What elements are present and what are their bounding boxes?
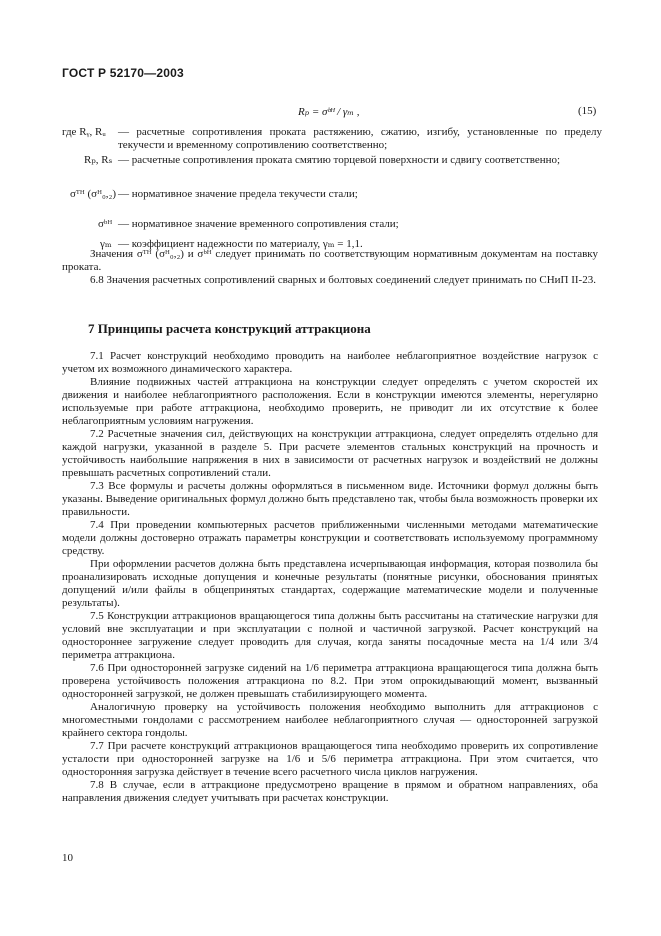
paragraph: 7.3 Все формулы и расчеты должны оформляться в письменном виде. Источники формул должны быть указаны. Выведение оригинальных формул должно быть представлено так, чтобы была возможность проверки их правильности. [62, 480, 598, 518]
paragraph: Влияние подвижных частей аттракциона на конструкции следует определять с учетом скоростей их движения и наиболее неблагоприятного расположения. Если в конструкции имеются элементы, нерегулярно используемые при работе аттракциона, необходимо проверить, не приводит ли их отсутствие к более неблагоприятным условиям нагружения. [62, 376, 598, 427]
definition-text: — коэффициент надежности по материалу, γₘ = 1,1. [118, 238, 363, 250]
paragraphs-top [62, 248, 598, 287]
paragraph: 7.1 Расчет конструкций необходимо проводить на наиболее неблагоприятное воздействие нагрузок с учетом их возможного динамического характера. [62, 350, 598, 375]
definition-symbol: σᵇᴴ [98, 218, 113, 230]
paragraph: Аналогичную проверку на устойчивость положения необходимо выполнить для аттракционов с многоместными гондолами с рассмотрением наиболее неблагоприятного случая — односторонней загрузкой крайнего сектора гондолы. [62, 701, 598, 739]
paragraph: 7.8 В случае, если в аттракционе предусмотрено вращение в прямом и обратном направлениях, оба направления движения следует учитывать при расчетах конструкции. [62, 779, 598, 804]
definition-text: — нормативное значение временного сопротивления стали; [118, 218, 399, 230]
formula-15: Rₚ = σᵇᴴ / γₘ , [298, 106, 360, 118]
definition-symbol: Rₚ, Rₛ [84, 154, 113, 166]
paragraph: 7.4 При проведении компьютерных расчетов приближенными численными методами математические модели должны достоверно отражать параметры конструкции и соответствовать используемому программному средству. [62, 519, 598, 557]
definition-symbol: σᵀᴴ (σᴴ₀,₂) [70, 188, 117, 200]
paragraph: 7.2 Расчетные значения сил, действующих на конструкции аттракциона, следует определять отдельно для каждой нагрузки, указанной в разделе 5. При расчете элементов стальных конструкций на прочность и устойчивость наибольшие напряжения в них в зависимости от расчетных нагрузок и воздействий не должны превышать расчетных сопротивлений стали. [62, 428, 598, 479]
section-7-body [62, 350, 598, 805]
definition-text: — расчетные сопротивления проката растяжению, сжатию, изгибу, установленные по пределу текучести и временному сопротивлению соответственно; [118, 126, 602, 151]
section-heading: 7 Принципы расчета конструкций аттракциона [88, 321, 371, 336]
paragraph: 7.6 При односторонней загрузке сидений на 1/6 периметра аттракциона вращающегося типа должна быть проверена устойчивость положения аттракциона по 8.2. При этом опрокидывающий момент, вызванный односторонней загрузкой, не должен превышать стабилизирующего момента. [62, 662, 598, 700]
definition-ry-ru [62, 126, 602, 152]
symbol-definitions [62, 126, 602, 252]
paragraph: Значения σᵀᴴ (σᴴ₀,₂) и σᵇᴴ следует принимать по соответствующим нормативным документам на поставку проката. [62, 248, 598, 273]
definition-rp-rs [62, 154, 602, 182]
definition-symbol: γₘ [100, 238, 112, 250]
formula-number: (15) [578, 105, 597, 117]
page-number: 10 [62, 852, 73, 864]
definition-symbol: где Rᵧ, Rᵤ [62, 126, 106, 138]
paragraph: 6.8 Значения расчетных сопротивлений сварных и болтовых соединений следует принимать по СНиП II-23. [90, 274, 596, 286]
paragraph: 7.7 При расчете конструкций аттракционов вращающегося типа необходимо проверить их сопротивление усталости при односторонней загрузке на 1/6 и 5/6 периметра аттракциона. При этом считается, что односторонняя загрузка действует в течение всего расчетного числа циклов нагружения. [62, 740, 598, 778]
definition-text: — расчетные сопротивления проката смятию торцевой поверхности и сдвигу соответственно; [118, 154, 561, 166]
definition-sigma-t [62, 188, 602, 212]
paragraph: 7.5 Конструкции аттракционов вращающегося типа должны быть рассчитаны на статические нагрузки для условий вне эксплуатации и при эксплуатации с полной и частичной загрузкой. Расчет конструкций на одностороннее загружение следует проводить для случая, когда заняты посадочные места на 1/4 или 3/4 периметра аттракциона. [62, 610, 598, 661]
definition-sigma-b [62, 218, 602, 234]
definition-text: — нормативное значение предела текучести стали; [118, 188, 358, 200]
paragraph: При оформлении расчетов должна быть представлена исчерпывающая информация, которая позволила бы проанализировать исходные допущения и конечные результаты (понятные рисунки, обоснования принятых допущений и/или файлы в общепринятых стандартах, содержащие математические модели и полученные результаты). [62, 558, 598, 609]
document-code: ГОСТ Р 52170—2003 [62, 66, 184, 80]
